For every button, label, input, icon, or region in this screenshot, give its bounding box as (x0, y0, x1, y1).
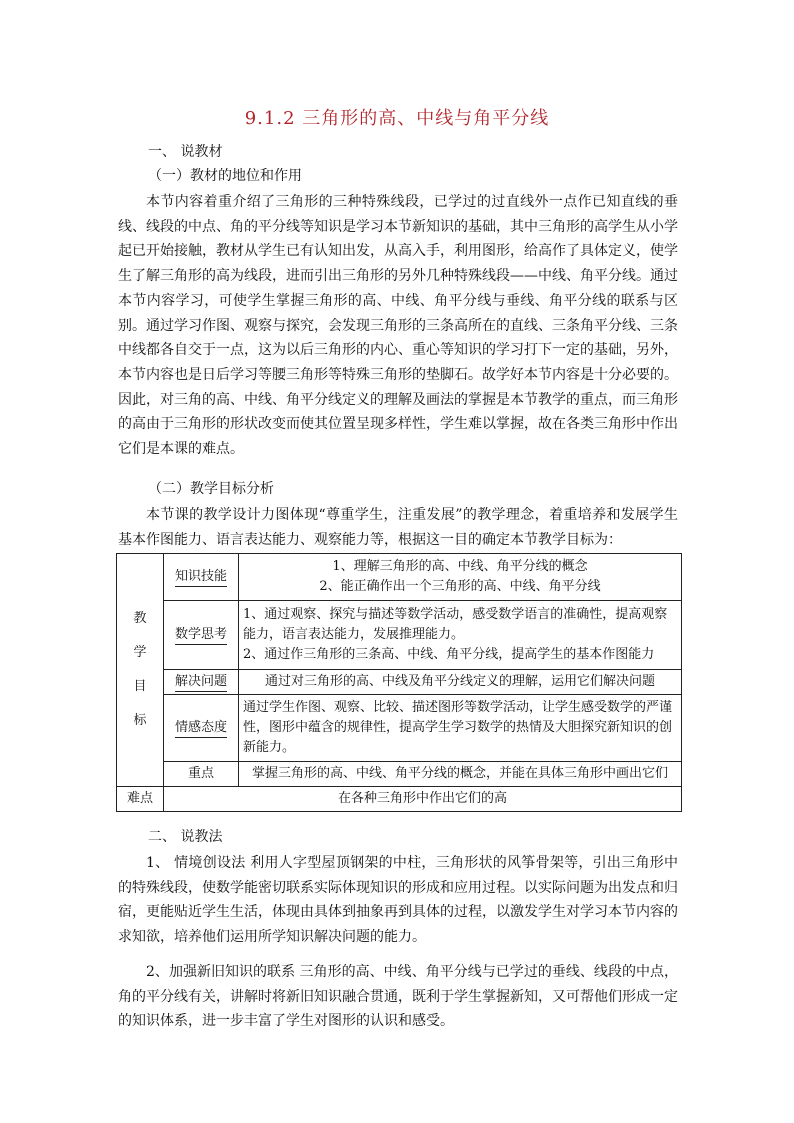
difficulty-label: 难点 (117, 787, 164, 812)
goal-content: 通过对三角形的高、中线及角平分线定义的理解，运用它们解决问题 (239, 670, 682, 695)
key-point-label: 重点 (164, 762, 239, 787)
category-knowledge: 知识技能 (164, 554, 239, 601)
category-attitude: 情感态度 (164, 695, 239, 762)
category-thinking: 数学思考 (164, 601, 239, 670)
paragraph-goal-intro: 本节课的教学设计力图体现“尊重学生，注重发展”的教学理念，着重培养和发展学生基本作图能力、语言表达能力、观察能力等，根据这一目的确定本节教学目标为： (118, 507, 678, 548)
vertical-header-char: 教 (133, 611, 147, 626)
vertical-header-char: 目 (133, 679, 147, 694)
goal-content: 通过学生作图、观察、比较、描述图形等数学活动，让学生感受数学的严谨性，图形中蕴含的规律性，提高学生学习数学的热情及大胆探究新知识的创新能力。 (239, 695, 682, 762)
category-problem-solving: 解决问题 (164, 670, 239, 695)
vertical-header (117, 554, 164, 787)
section-heading-2: 二、 说教法 (148, 829, 223, 845)
paragraph-role-of-material: 本节内容着重介绍了三角形的三种特殊线段，已学过的过直线外一点作已知直线的垂线、线段的中点、角的平分线等知识是学习本节新知识的基础，其中三角形的高学生从小学起已开始接触，教材从学生已有认知出发，从高入手，利用图形，给高作了具体定义，使学生了解三角形的高为线段，进而引出三角形的另外几种特殊线段——中线、角平分线。通过本节内容学习，可使学生掌握三角形的高、中线、角平分线与垂线、角平分线的联系与区别。通过学习作图、观察与探究，会发现三角形的三条高所在的直线、三条角平分线、三条中线都各自交于一点，这为以后三角形的内心、重心等知识的学习打下一定的基础，另外，本节内容也是日后学习等腰三角形等特殊三角形的垫脚石。故学好本节内容是十分必要的。因此，对三角的高、中线、角平分线定义的理解及画法的掌握是本节教学的重点，而三角形的高由于三角形的形状改变而使其位置呈现多样性，学生难以掌握，故在各类三角形中作出它们是本课的难点。 (118, 194, 678, 458)
teaching-goals-table (116, 553, 682, 812)
vertical-header-char: 学 (133, 645, 147, 660)
subsection-heading-2: （二）教学目标分析 (148, 481, 274, 497)
goal-content: 1、理解三角形的高、中线、角平分线的概念 2、能正确作出一个三角形的高、中线、角平分线 (239, 554, 682, 601)
document-title: 9.1.2 三角形的高、中线与角平分线 (244, 108, 550, 129)
key-point-content: 掌握三角形的高、中线、角平分线的概念，并能在具体三角形中画出它们 (239, 762, 682, 787)
paragraph-method-1: 1、 情境创设法 利用人字型屋顶钢架的中柱，三角形状的风筝骨架等，引出三角形中的特殊线段，使数学能密切联系实际体现知识的形成和应用过程。以实际问题为出发点和归宿，更能贴近学生生活，体现由具体到抽象再到具体的过程，以激发学生对学习本节内容的求知欲，培养他们运用所学知识解决问题的能力。 (118, 855, 678, 946)
difficulty-content: 在各种三角形中作出它们的高 (164, 787, 682, 812)
vertical-header-char: 标 (133, 713, 147, 728)
goal-content: 1、通过观察、探究与描述等数学活动，感受数学语言的准确性，提高观察能力，语言表达能力，发展推理能力。 2、通过作三角形的三条高、中线、角平分线，提高学生的基本作图能力 (239, 601, 682, 670)
subsection-heading-1: （一）教材的地位和作用 (148, 168, 302, 184)
paragraph-method-2: 2、加强新旧知识的联系 三角形的高、中线、角平分线与已学过的垂线、线段的中点，角的平分线有关，讲解时将新旧知识融合贯通，既利于学生掌握新知，又可帮他们形成一定的知识体系，进一步丰富了学生对图形的认识和感受。 (118, 964, 678, 1030)
section-heading-1: 一、 说教材 (148, 144, 223, 160)
